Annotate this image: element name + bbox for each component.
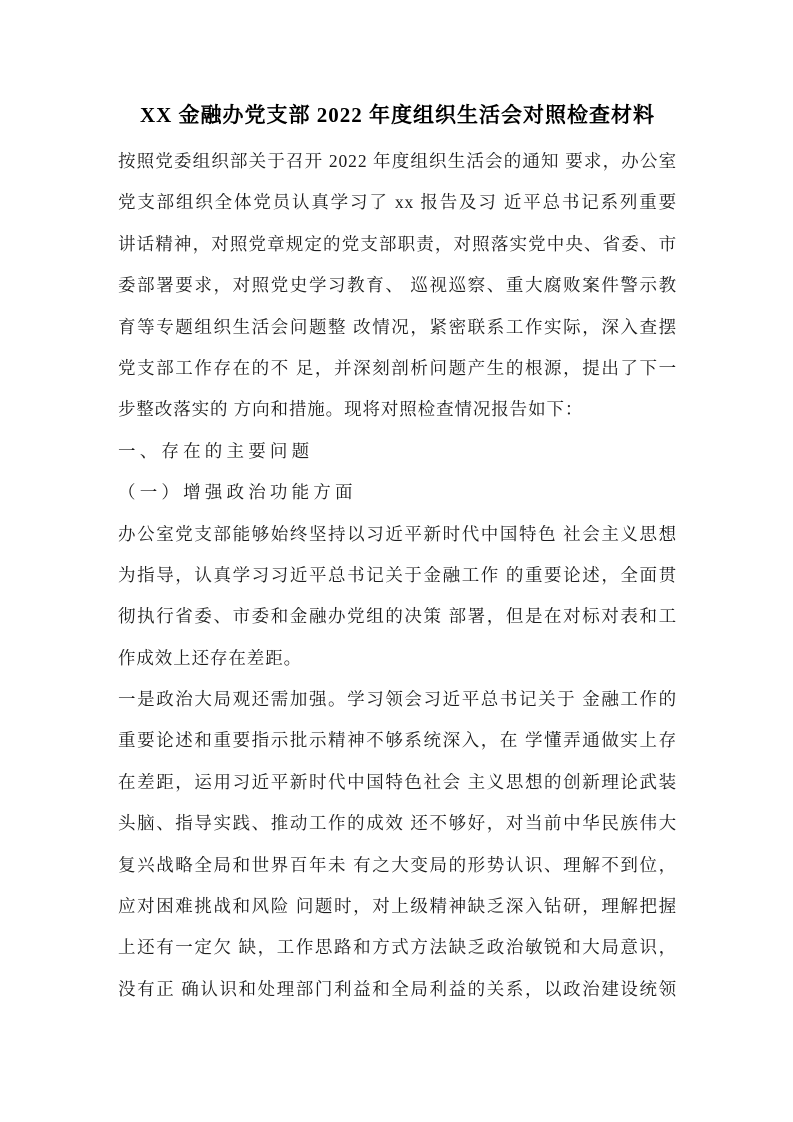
paragraph-line: 委部署要求，对照党史学习教育、 巡视巡察、重大腐败案件警示教 xyxy=(118,275,677,296)
paragraph-line: 没有正 确认识和处理部门利益和全局利益的关系，以政治建设统领 xyxy=(118,978,677,999)
paragraph-line: 应对困难挑战和风险 问题时，对上级精神缺乏深入钻研，理解把握 xyxy=(118,896,677,917)
paragraph-line: 彻执行省委、市委和金融办党组的决策 部署，但是在对标对表和工 xyxy=(118,606,677,627)
paragraph-line: 上还有一定欠 缺，工作思路和方式方法缺乏政治敏锐和大局意识， xyxy=(118,937,677,958)
document-title: XX 金融办党支部 2022 年度组织生活会对照检查材料 xyxy=(139,103,656,127)
paragraph-line: 头脑、指导实践、推动工作的成效 还不够好，对当前中华民族伟大 xyxy=(118,813,677,834)
paragraph-line: 在差距，运用习近平新时代中国特色社会 主义思想的创新理论武装 xyxy=(118,771,677,792)
paragraph-line: 育等专题组织生活会问题整 改情况，紧密联系工作实际，深入查摆 xyxy=(118,316,677,337)
paragraph-line: 讲话精神，对照党章规定的党支部职责，对照落实党中央、省委、市 xyxy=(118,233,677,254)
paragraph-line: 按照党委组织部关于召开 2022 年度组织生活会的通知 要求，办公室 xyxy=(118,151,677,171)
paragraph-line: 复兴战略全局和世界百年未 有之大变局的形势认识、理解不到位， xyxy=(118,854,677,875)
heading-line: 一、存在的主要问题 xyxy=(118,440,314,461)
paragraph-line: 党支部组织全体党员认真学习了 xx 报告及习 近平总书记系列重要 xyxy=(118,192,677,213)
document-body xyxy=(118,141,677,1010)
paragraph-line: 为指导，认真学习习近平总书记关于金融工作 的重要论述，全面贯 xyxy=(118,564,677,585)
paragraph-line: 重要论述和重要指示批示精神不够系统深入，在 学懂弄通做实上存 xyxy=(118,730,677,751)
paragraph-line: 党支部工作存在的不 足，并深刻剖析问题产生的根源，提出了下一 xyxy=(118,357,677,378)
paragraph-line: 步整改落实的 方向和措施。现将对照检查情况报告如下： xyxy=(118,399,584,420)
paragraph-line: 办公室党支部能够始终坚持以习近平新时代中国特色 社会主义思想 xyxy=(118,523,677,544)
paragraph-line: 作成效上还存在差距。 xyxy=(118,647,302,668)
paragraph-line: 一是政治大局观还需加强。学习领会习近平总书记关于 金融工作的 xyxy=(118,689,677,710)
heading-line: （一）增强政治功能方面 xyxy=(118,482,357,503)
